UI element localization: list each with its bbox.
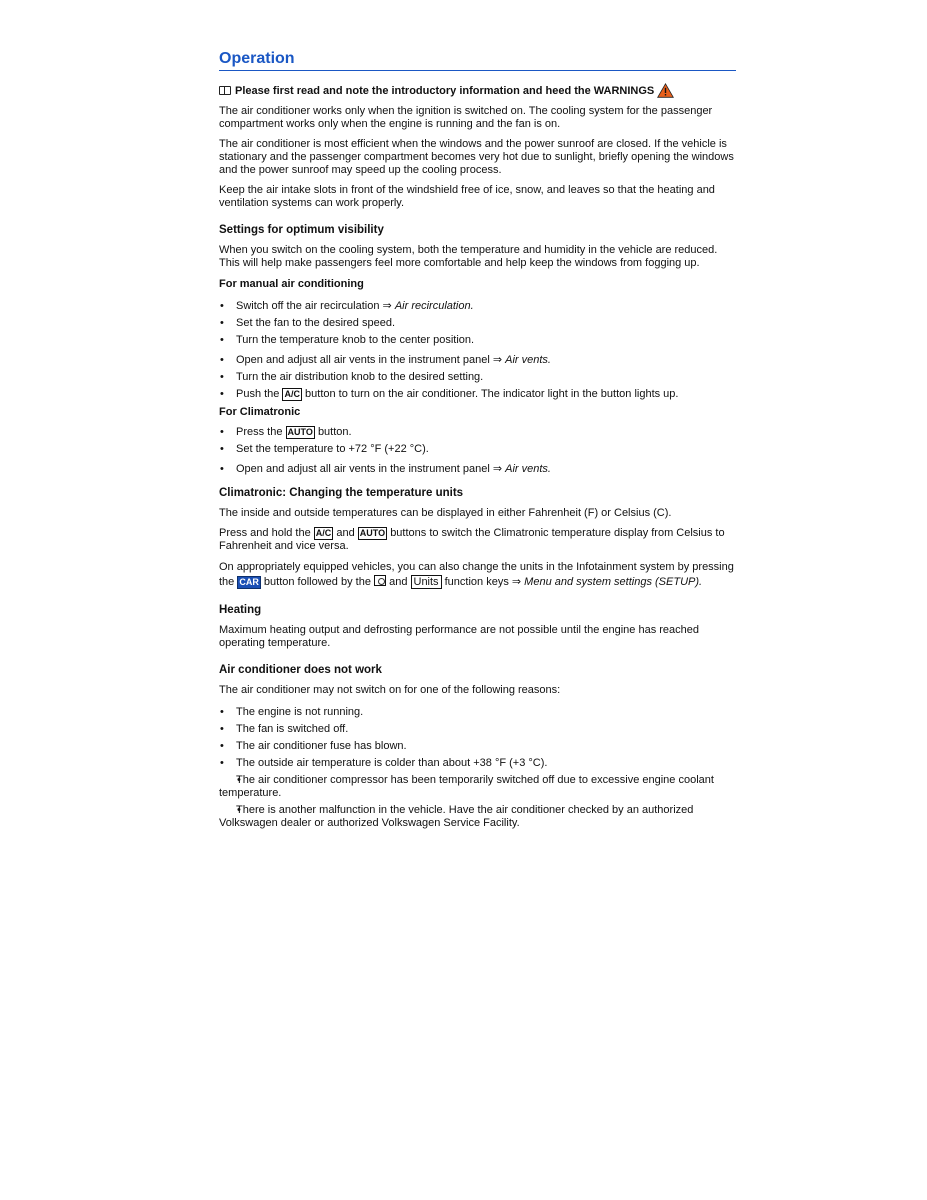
- book-icon: [219, 86, 231, 95]
- warning-icon[interactable]: [657, 83, 674, 98]
- list-item: • Open and adjust all air vents in the instrument panel ⇒ Air vents.: [219, 354, 736, 367]
- list-item: • Switch off the air recirculation ⇒ Air recirculation.: [219, 300, 736, 313]
- section-heading-visibility: Settings for optimum visibility: [219, 224, 384, 236]
- ac-key: A/C: [284, 389, 300, 399]
- intro-paragraph: The air conditioner works only when the ignition is switched on. The cooling system for the passenger compartment works only when the engine is running and the fan is on.: [219, 105, 713, 130]
- intro-note-text: Please first read and note the introductory information and heed the WARNINGS: [235, 84, 655, 97]
- units-text: Press and hold the A/C and AUTO buttons to switch the Climatronic temperature display from Celsius to Fahrenheit and vice versa.: [219, 527, 725, 552]
- page-title: Operation: [219, 50, 736, 71]
- not-work-reasons: [219, 706, 736, 830]
- list-item: • The outside air temperature is colder than about +38 °F (+3 °C).: [219, 757, 736, 770]
- cross-reference-link[interactable]: Air vents.: [505, 354, 551, 366]
- section-heading-heating: Heating: [219, 604, 262, 616]
- units-text: On appropriately equipped vehicles, you can also change the units in the Infotainment system by pressing the CAR button followed by the and Units function keys ⇒ Menu and system settings (SETUP).: [219, 561, 734, 588]
- auto-key: AUTO: [287, 427, 313, 437]
- list-item: • Open and adjust all air vents in the instrument panel ⇒ Air vents.: [219, 463, 736, 476]
- section-heading-not-work: Air conditioner does not work: [219, 664, 382, 676]
- intro-paragraph: Keep the air intake slots in front of the windshield free of ice, snow, and leaves so that the heating and ventilation systems can work properly.: [219, 184, 715, 209]
- intro-paragraph: The air conditioner is most efficient when the windows and the power sunroof are closed. If the vehicle is stationary and the passenger compartment becomes very hot due to sunlight, briefly opening the windows and the power sunroof may speed up the cooling process.: [219, 138, 734, 176]
- list-item: • There is another malfunction in the vehicle. Have the air conditioner checked by an authorized Volkswagen dealer or authorized Volkswagen Service Facility.: [219, 804, 736, 830]
- visibility-text: When you switch on the cooling system, both the temperature and humidity in the vehicle are reduced. This will help make passengers feel more comfortable and help keep the windows from fogging up.: [219, 244, 718, 269]
- intro-note: [219, 83, 736, 98]
- list-item: • Push the A/C button to turn on the air conditioner. The indicator light in the button lights up.: [219, 388, 736, 401]
- units-text: The inside and outside temperatures can be displayed in either Fahrenheit (F) or Celsius (C).: [219, 507, 672, 519]
- units-key: Units: [411, 575, 442, 589]
- list-item: • The fan is switched off.: [219, 723, 736, 736]
- manual-steps: [219, 300, 736, 401]
- heating-text: Maximum heating output and defrosting performance are not possible until the engine has reached operating temperature.: [219, 624, 700, 649]
- list-item: • Press the AUTO button.: [219, 426, 736, 439]
- list-item: • Turn the temperature knob to the center position.: [219, 334, 736, 347]
- list-item: • Turn the air distribution knob to the desired setting.: [219, 371, 736, 384]
- list-item: • The air conditioner compressor has been temporarily switched off due to excessive engine coolant temperature.: [219, 774, 736, 800]
- subheading-climatronic: For Climatronic: [219, 406, 301, 418]
- cross-reference-link[interactable]: Menu and system settings (SETUP).: [524, 576, 703, 588]
- cross-reference-link[interactable]: Air recirculation.: [394, 300, 474, 312]
- car-key: CAR: [239, 577, 259, 587]
- climatronic-steps: [219, 426, 736, 476]
- cross-reference-link[interactable]: Air vents.: [505, 463, 551, 475]
- settings-key-icon: [374, 575, 386, 586]
- subheading-manual: For manual air conditioning: [219, 278, 364, 290]
- list-item: • Set the temperature to +72 °F (+22 °C).: [219, 443, 736, 456]
- ac-key: A/C: [315, 528, 332, 538]
- page-content: [219, 50, 736, 834]
- list-item: • Set the fan to the desired speed.: [219, 317, 736, 330]
- auto-key: AUTO: [359, 528, 386, 538]
- not-work-text: The air conditioner may not switch on for one of the following reasons:: [219, 684, 561, 696]
- list-item: • The air conditioner fuse has blown.: [219, 740, 736, 753]
- list-item: • The engine is not running.: [219, 706, 736, 719]
- section-heading-units: Climatronic: Changing the temperature units: [219, 487, 464, 499]
